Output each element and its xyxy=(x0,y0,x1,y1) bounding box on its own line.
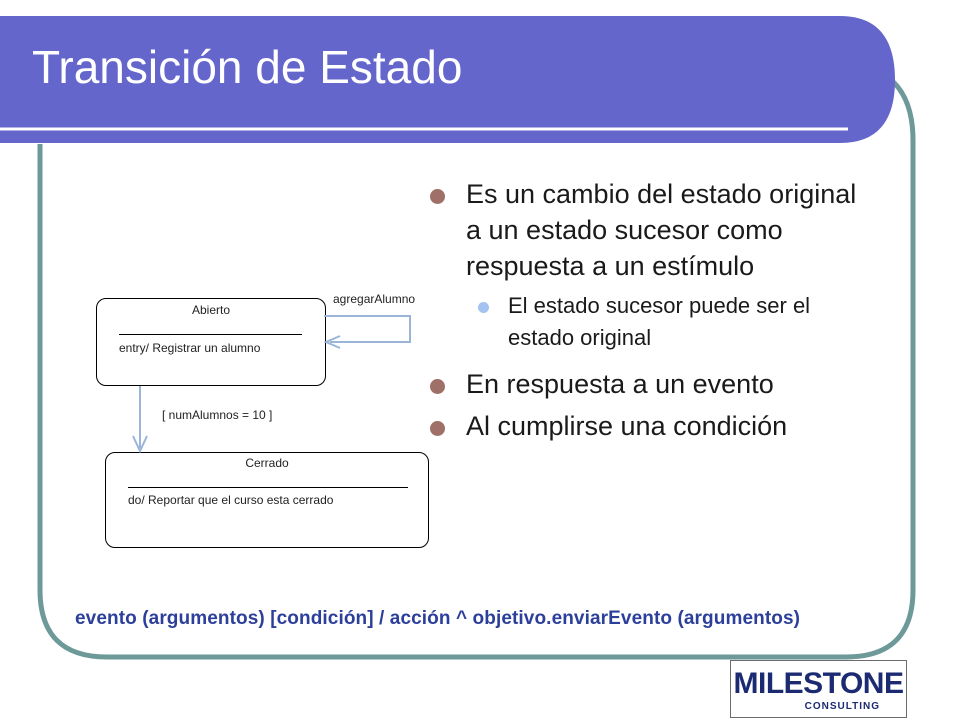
bullet-item: Es un cambio del estado original a un estado sucesor como respuesta a un estímulo xyxy=(428,176,878,284)
self-transition-arrow xyxy=(324,316,410,348)
state-name: Cerrado xyxy=(245,456,289,470)
logo-tagline: CONSULTING xyxy=(804,701,880,712)
sub-bullet-item: El estado sucesor puede ser el estado original xyxy=(428,290,878,354)
state-action: entry/ Registrar un alumno xyxy=(119,341,261,355)
bullet-item: En respuesta a un evento xyxy=(428,366,878,402)
guard-label: [ numAlumnos = 10 ] xyxy=(162,408,273,422)
transition-arrow xyxy=(133,386,147,451)
bullet-item: Al cumplirse una condición xyxy=(428,408,878,444)
logo-name: MILESTONE xyxy=(733,667,904,700)
transition-syntax: evento (argumentos) [condición] / acción ^ objetivo.enviarEvento (argumentos) xyxy=(75,608,801,629)
state-name: Abierto xyxy=(191,303,231,317)
slide-title: Transición de Estado xyxy=(32,41,463,93)
milestone-logo xyxy=(730,660,907,718)
state-action: do/ Reportar que el curso esta cerrado xyxy=(128,493,334,507)
self-transition-label: agregarAlumno xyxy=(333,292,416,306)
